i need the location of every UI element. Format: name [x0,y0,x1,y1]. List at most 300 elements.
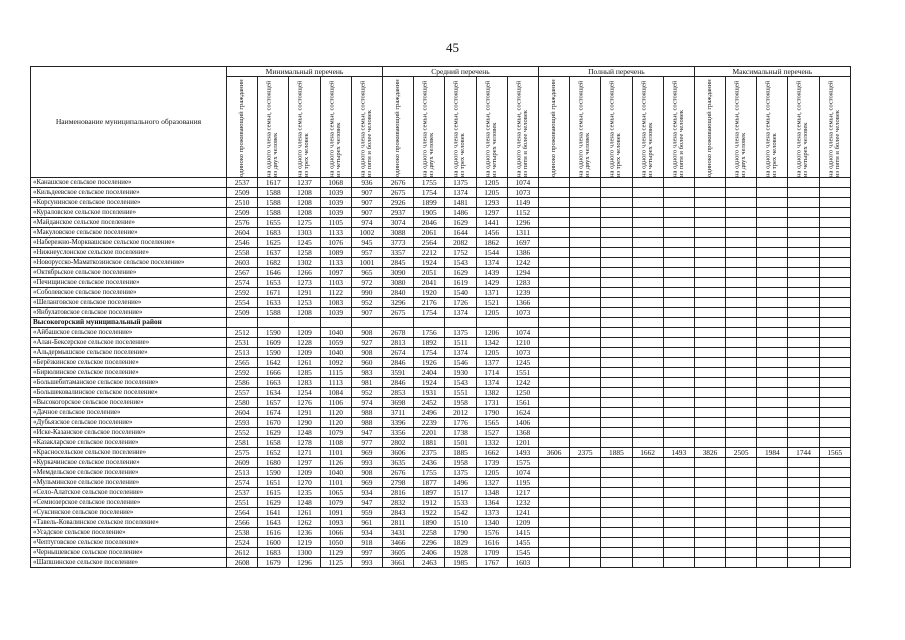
table-cell [726,538,757,548]
table-cell [788,328,819,338]
table-cell: 1565 [819,448,850,458]
table-cell: 1297 [289,458,320,468]
table-cell: 1617 [258,178,289,188]
table-cell [570,188,601,198]
table-cell: 969 [351,448,382,458]
municipality-name: «Канашское сельское поселение» [31,178,227,188]
table-cell [383,318,414,328]
table-cell [663,538,694,548]
table-cell: 1241 [507,508,538,518]
municipality-name: «Суксинское сельское поселение» [31,508,227,518]
table-cell: 3773 [383,238,414,248]
table-cell [757,388,788,398]
column-subheader: на одного члена семьи, состоящей из четырех человек [788,77,819,178]
table-cell [819,458,850,468]
table-cell [726,208,757,218]
table-cell: 2531 [227,338,258,348]
table-cell: 1205 [476,188,507,198]
table-cell: 2538 [227,528,258,538]
table-cell: 1083 [320,298,351,308]
table-cell [694,408,725,418]
table-cell: 1644 [445,228,476,238]
table-cell [601,488,632,498]
table-cell [601,538,632,548]
table-cell [570,528,601,538]
table-cell [788,438,819,448]
table-cell: 1501 [445,438,476,448]
table-cell [632,468,663,478]
table-cell: 1633 [258,298,289,308]
table-cell [757,478,788,488]
table-cell [663,508,694,518]
table-cell: 1543 [445,378,476,388]
municipality-name: «Высокогорское сельское поселение» [31,398,227,408]
table-cell: 1543 [445,258,476,268]
table-cell [570,208,601,218]
table-cell: 1767 [476,558,507,568]
table-cell: 1634 [258,388,289,398]
table-cell: 1103 [320,278,351,288]
table-cell [601,298,632,308]
table-cell [601,548,632,558]
table-cell: 2375 [414,448,445,458]
table-cell: 2046 [414,218,445,228]
table-cell: 1374 [445,348,476,358]
table-cell [726,438,757,448]
table-cell: 1364 [476,498,507,508]
municipality-name: «Иске-Казанское сельское поселение» [31,428,227,438]
table-cell: 952 [351,298,382,308]
table-cell [757,228,788,238]
table-cell: 908 [351,468,382,478]
table-cell: 974 [351,218,382,228]
table-cell: 1195 [507,478,538,488]
table-cell [694,428,725,438]
table-cell [726,298,757,308]
table-cell: 947 [351,428,382,438]
table-cell: 1533 [445,498,476,508]
table-cell [632,438,663,448]
table-cell: 1739 [476,458,507,468]
table-cell [601,238,632,248]
table-row [31,218,851,228]
table-cell [570,348,601,358]
table-cell: 1652 [258,448,289,458]
table-cell: 1493 [507,448,538,458]
table-cell: 1039 [320,198,351,208]
table-cell: 1201 [507,438,538,448]
table-cell [788,298,819,308]
table-cell [788,428,819,438]
table-cell: 1074 [507,178,538,188]
table-cell [757,488,788,498]
table-cell [632,298,663,308]
table-cell [570,378,601,388]
table-cell [726,558,757,568]
table-cell: 1386 [507,248,538,258]
table-cell [694,318,725,328]
table-cell: 1679 [258,558,289,568]
table-cell: 1374 [476,258,507,268]
table-cell: 1285 [289,368,320,378]
table-cell: 952 [351,388,382,398]
table-cell: 1327 [476,478,507,488]
table-cell: 1682 [258,258,289,268]
table-cell: 2811 [383,518,414,528]
table-cell [726,518,757,528]
table-cell: 1415 [507,528,538,538]
table-cell [757,248,788,258]
table-cell: 1040 [320,468,351,478]
table-cell [726,338,757,348]
table-cell: 1406 [507,418,538,428]
table-cell [601,208,632,218]
table-cell: 1133 [320,258,351,268]
table-cell: 1237 [289,178,320,188]
table-cell [819,338,850,348]
table-cell: 1670 [258,418,289,428]
table-cell: 1683 [258,548,289,558]
table-cell [757,278,788,288]
table-cell: 2436 [414,458,445,468]
table-cell: 1254 [289,388,320,398]
municipality-name: «Майданское сельское поселение» [31,218,227,228]
table-cell [663,418,694,428]
table-cell: 3357 [383,248,414,258]
table-cell [570,198,601,208]
table-cell: 1270 [289,478,320,488]
table-cell: 1126 [320,458,351,468]
table-cell: 3431 [383,528,414,538]
table-cell: 3090 [383,268,414,278]
table-cell [538,518,569,528]
table-cell [788,538,819,548]
table-cell [694,458,725,468]
table-cell [819,268,850,278]
table-cell [694,488,725,498]
table-cell: 2592 [227,288,258,298]
municipality-name: «Бирюлинское сельское поселение» [31,368,227,378]
table-cell [819,438,850,448]
table-cell [570,268,601,278]
table-cell: 1709 [476,548,507,558]
table-cell: 1294 [507,268,538,278]
table-cell: 983 [351,368,382,378]
table-cell: 2846 [383,358,414,368]
table-cell [601,368,632,378]
table-cell: 1619 [445,278,476,288]
table-cell: 1924 [414,378,445,388]
table-cell: 3088 [383,228,414,238]
table-cell: 1646 [258,268,289,278]
table-cell: 1073 [507,308,538,318]
table-cell [538,368,569,378]
table-cell [663,178,694,188]
table-cell [538,268,569,278]
table-cell [694,438,725,448]
table-cell: 2041 [414,278,445,288]
table-cell [694,528,725,538]
table-cell: 2592 [227,368,258,378]
table-cell: 1680 [258,458,289,468]
table-cell: 957 [351,248,382,258]
table-row [31,528,851,538]
table-cell: 1303 [289,228,320,238]
table-row [31,458,851,468]
table-cell: 1588 [258,208,289,218]
municipality-name: «Альдермышское сельское поселение» [31,348,227,358]
table-cell [757,348,788,358]
table-cell: 1205 [476,178,507,188]
column-subheader: на одного члена семьи, состоящей из пяти и более человек [663,77,694,178]
table-cell: 2675 [383,188,414,198]
table-cell [445,318,476,328]
municipality-name: «Макуловское сельское поселение» [31,228,227,238]
table-cell: 1643 [258,518,289,528]
table-cell: 1084 [320,388,351,398]
table-cell: 1039 [320,308,351,318]
column-group-header: Минимальный перечень [227,67,383,77]
table-row [31,288,851,298]
table-cell [726,428,757,438]
table-row [31,418,851,428]
table-cell: 2496 [414,408,445,418]
table-cell: 1590 [258,468,289,478]
table-cell [788,358,819,368]
table-cell [663,528,694,538]
table-cell [726,248,757,258]
table-cell: 1600 [258,538,289,548]
table-cell [788,558,819,568]
table-cell [694,378,725,388]
table-cell: 1545 [507,548,538,558]
table-cell: 1629 [445,268,476,278]
municipality-name: «Набережно-Морквашское сельское поселение» [31,238,227,248]
table-cell [757,518,788,528]
table-cell [757,508,788,518]
municipality-name: «Соболевское сельское поселение» [31,288,227,298]
table-cell [538,188,569,198]
table-cell [694,398,725,408]
table-cell: 1382 [476,388,507,398]
table-cell: 1291 [289,288,320,298]
table-cell: 1120 [320,408,351,418]
table-cell: 2509 [227,208,258,218]
table-cell [788,208,819,218]
header-row-groups [31,67,851,77]
table-cell [819,278,850,288]
table-cell [538,218,569,228]
table-cell [694,518,725,528]
table-cell: 1248 [289,428,320,438]
table-cell [819,348,850,358]
municipality-name: «Кураловское сельское поселение» [31,208,227,218]
table-cell [570,418,601,428]
table-cell: 2853 [383,388,414,398]
table-cell [757,218,788,228]
table-cell [601,408,632,418]
table-cell: 1242 [507,258,538,268]
table-cell [694,238,725,248]
table-cell: 1588 [258,188,289,198]
table-cell [819,308,850,318]
table-cell [663,488,694,498]
table-cell: 1985 [445,558,476,568]
table-cell: 2201 [414,428,445,438]
table-cell: 2676 [383,468,414,478]
table-cell [538,318,569,328]
table-cell [663,368,694,378]
table-cell: 1683 [258,228,289,238]
table-cell: 2546 [227,238,258,248]
table-cell: 1209 [289,348,320,358]
column-subheader: на одного члена семьи, состоящей из трех человек [445,77,476,178]
table-row [31,348,851,358]
table-cell [663,188,694,198]
table-cell: 997 [351,548,382,558]
table-cell: 1375 [445,468,476,478]
table-cell [788,368,819,378]
table-cell [663,358,694,368]
municipality-name: «Казакларское сельское поселение» [31,438,227,448]
table-cell [726,278,757,288]
table-cell: 1205 [476,348,507,358]
table-cell [538,348,569,358]
table-cell [819,258,850,268]
table-cell: 1120 [320,418,351,428]
table-cell: 1651 [258,478,289,488]
table-cell: 2840 [383,288,414,298]
table-cell [663,218,694,228]
table-cell [538,358,569,368]
table-cell: 965 [351,268,382,278]
table-cell: 907 [351,198,382,208]
table-cell: 1666 [258,368,289,378]
table-cell: 1551 [445,388,476,398]
table-cell: 1926 [414,358,445,368]
table-cell: 1266 [289,268,320,278]
table-row [31,338,851,348]
table-cell [788,488,819,498]
table-cell [788,528,819,538]
table-cell: 1290 [289,418,320,428]
table-cell: 1375 [445,178,476,188]
table-cell [258,318,289,328]
table-cell [570,458,601,468]
table-cell: 1576 [476,528,507,538]
table-cell [601,228,632,238]
table-cell [788,338,819,348]
table-cell: 907 [351,188,382,198]
table-cell: 1829 [445,538,476,548]
table-cell [632,178,663,188]
table-cell [538,548,569,558]
table-cell [538,498,569,508]
column-subheader: на одного члена семьи, состоящей из трех человек [757,77,788,178]
table-cell [632,228,663,238]
table-cell [694,188,725,198]
table-cell: 1342 [476,338,507,348]
table-row [31,428,851,438]
table-cell [663,388,694,398]
table-cell [694,268,725,278]
table-cell: 1219 [289,538,320,548]
table-cell: 972 [351,278,382,288]
table-cell: 2676 [383,178,414,188]
table-cell: 1542 [445,508,476,518]
table-row [31,198,851,208]
table-cell [570,278,601,288]
table-cell: 1885 [601,448,632,458]
table-cell: 2604 [227,228,258,238]
table-cell [538,248,569,258]
table-cell [414,318,445,328]
data-table [30,66,851,568]
table-cell [726,418,757,428]
table-cell [757,258,788,268]
table-cell: 1625 [258,238,289,248]
table-cell: 977 [351,438,382,448]
table-cell [788,288,819,298]
table-cell [819,398,850,408]
table-cell [788,348,819,358]
municipality-name: «Алан-Бексерское сельское поселение» [31,338,227,348]
table-cell [601,328,632,338]
table-cell: 1756 [414,328,445,338]
table-cell: 2510 [227,198,258,208]
table-cell: 1300 [289,548,320,558]
table-cell [663,338,694,348]
table-cell [788,418,819,428]
table-cell [757,498,788,508]
table-cell: 1242 [507,378,538,388]
table-cell [601,518,632,528]
table-cell [726,548,757,558]
table-cell [819,498,850,508]
table-cell [788,388,819,398]
table-cell: 1984 [757,448,788,458]
table-cell: 1373 [476,508,507,518]
table-cell [726,358,757,368]
table-cell [819,288,850,298]
table-cell [757,238,788,248]
table-cell: 2061 [414,228,445,238]
table-cell: 1456 [476,228,507,238]
table-cell: 1293 [476,198,507,208]
table-cell [819,378,850,388]
table-cell: 945 [351,238,382,248]
table-cell [694,198,725,208]
table-cell: 2567 [227,268,258,278]
column-subheader: одиноко проживающий гражданин [694,77,725,178]
table-cell [694,368,725,378]
table-cell [788,408,819,418]
table-cell [694,258,725,268]
table-cell: 2537 [227,178,258,188]
table-cell: 1217 [507,488,538,498]
table-cell [694,388,725,398]
column-subheader: на одного члена семьи, состоящей из пяти и более человек [351,77,382,178]
table-cell: 3826 [694,448,725,458]
table-cell [694,218,725,228]
section-row [31,318,851,328]
table-cell [570,488,601,498]
table-cell [538,228,569,238]
table-cell: 1662 [632,448,663,458]
table-cell [819,358,850,368]
table-cell: 2513 [227,468,258,478]
table-row [31,258,851,268]
